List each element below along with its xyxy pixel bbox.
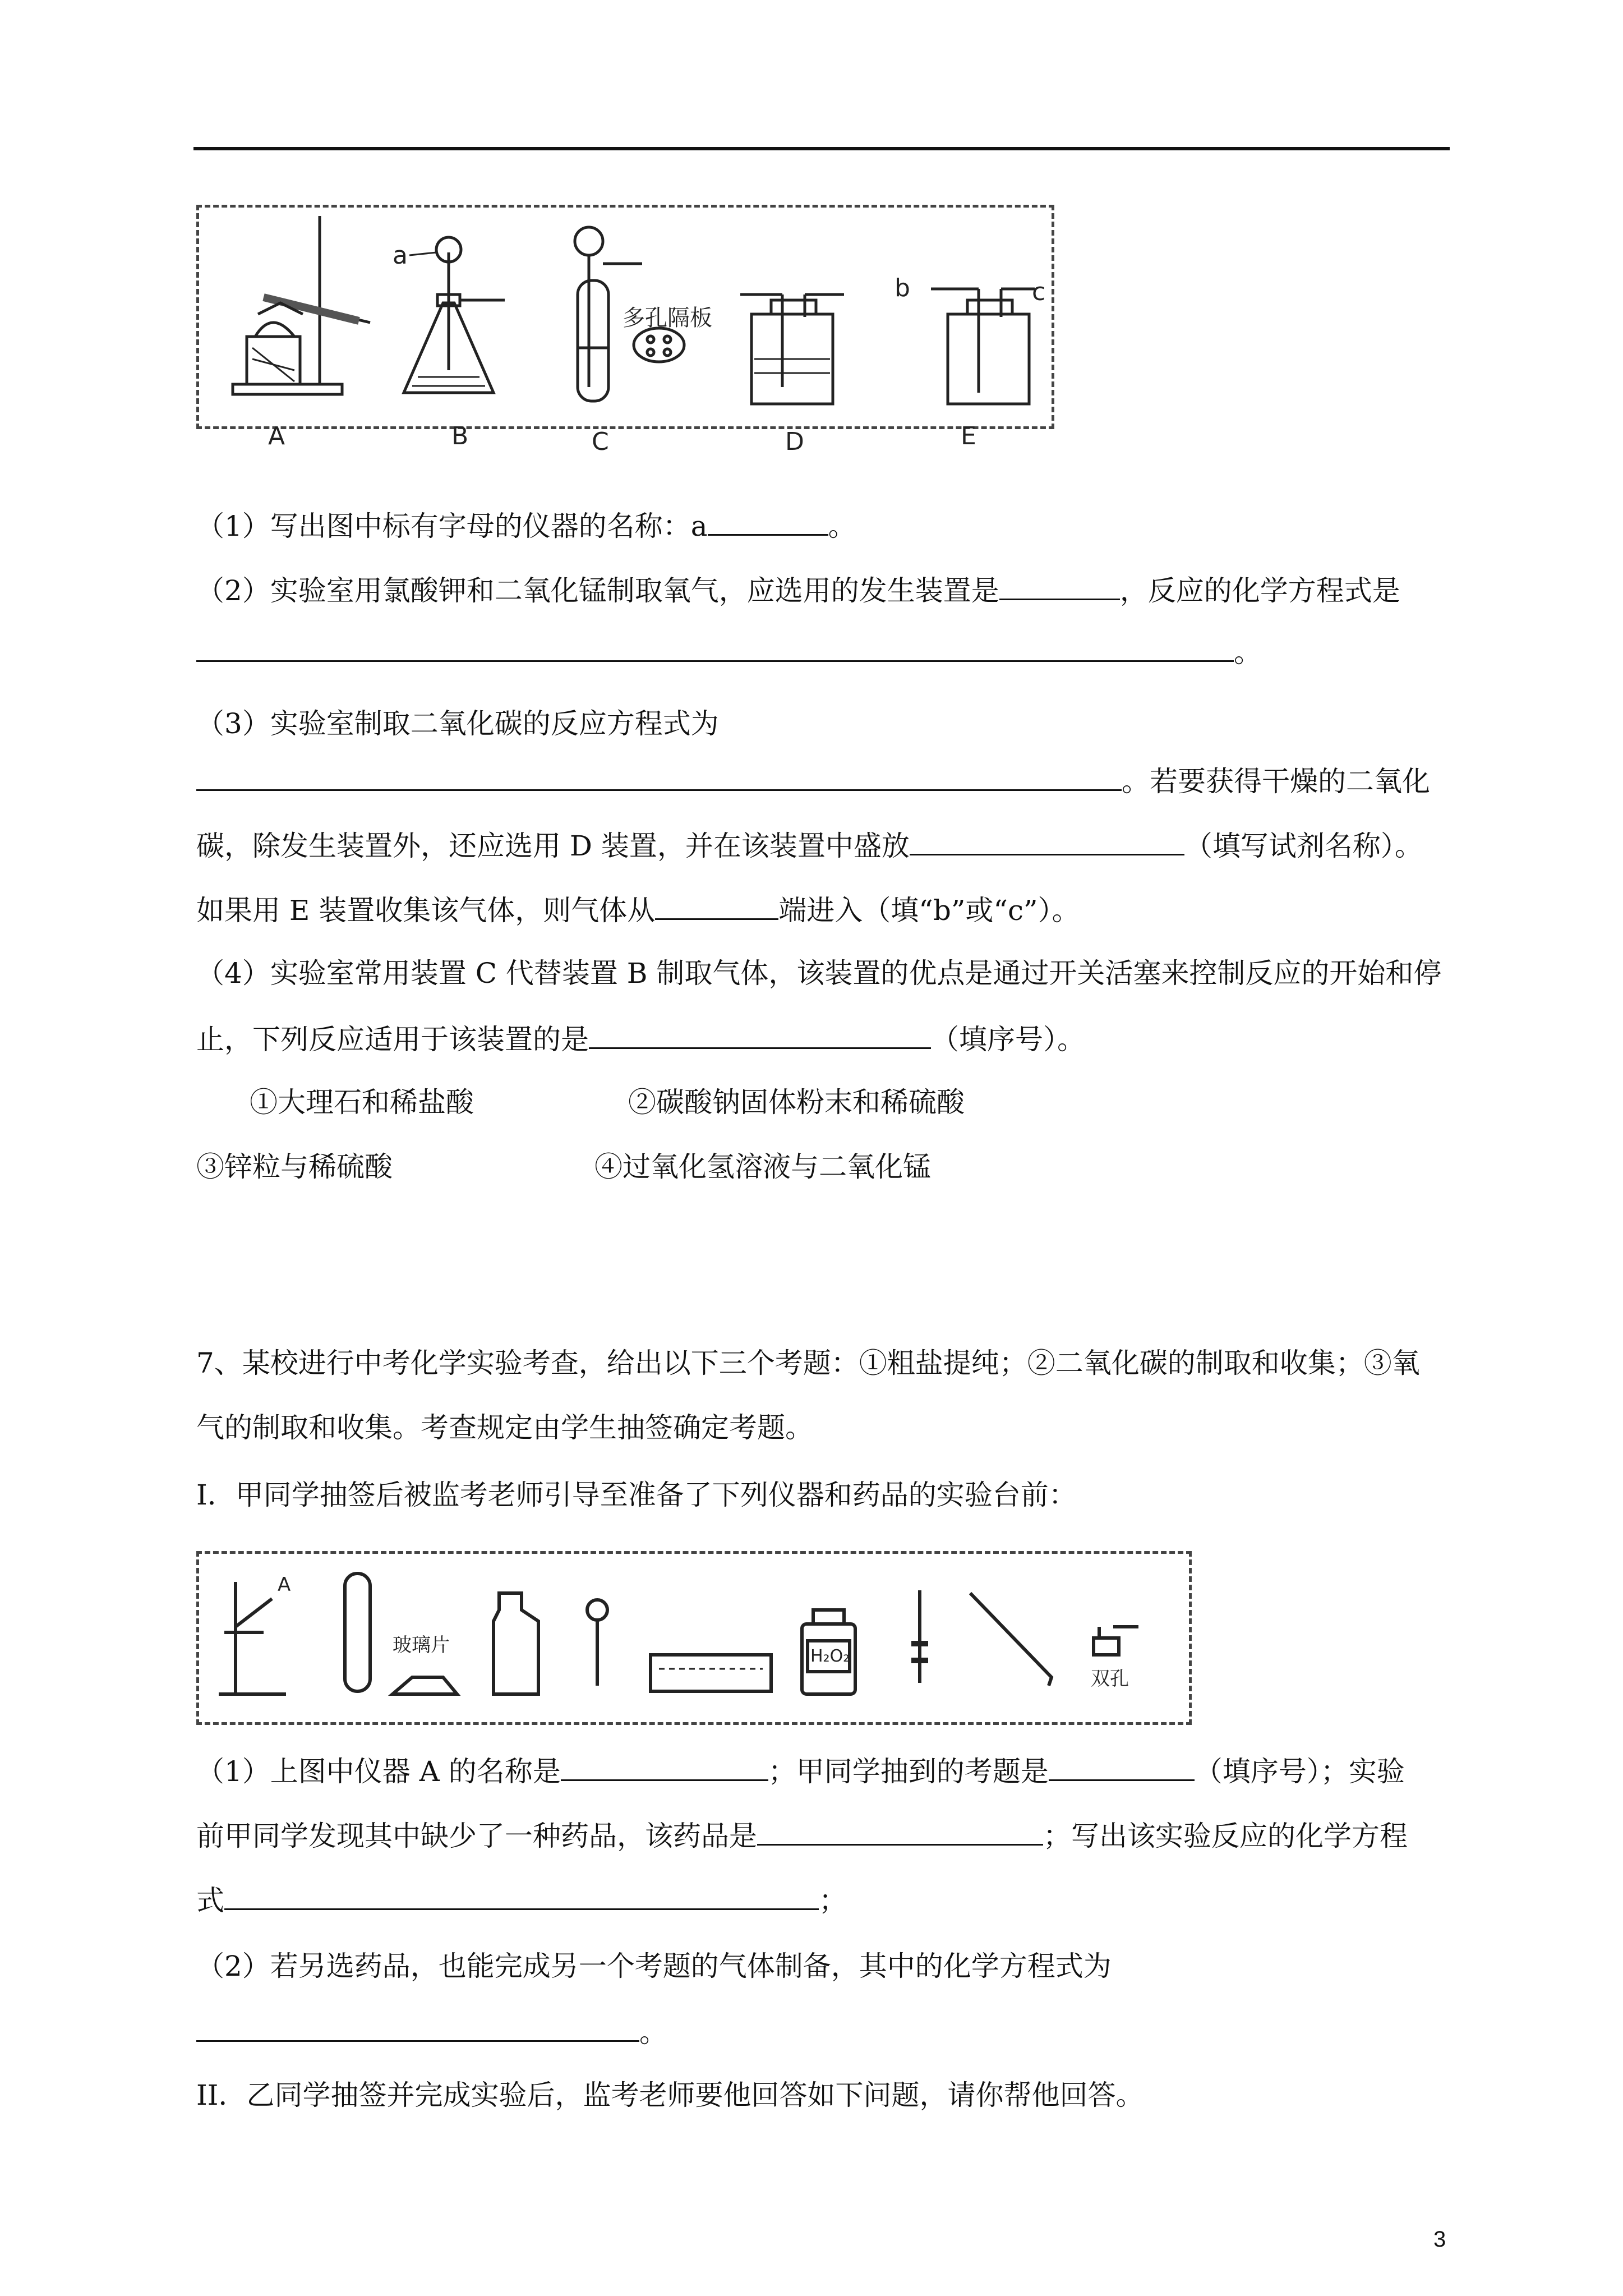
q1-text: （1）写出图中标有字母的仪器的名称：a xyxy=(196,510,708,542)
q4-line-1: （4）实验室常用装置 C 代替装置 B 制取气体，该装置的优点是通过开关活塞来控制反应的开始和停 xyxy=(196,957,1442,990)
q2-text: （2）实验室用氯酸钾和二氧化锰制取氧气，应选用的发生装置是 xyxy=(196,574,999,607)
figure-label-c: C xyxy=(592,427,609,456)
h2o2-label: H₂O₂ xyxy=(810,1646,850,1666)
port-letter-b: b xyxy=(895,274,910,302)
option-1: ①大理石和稀盐酸 xyxy=(250,1086,474,1119)
option-2: ②碳酸钠固体粉末和稀硫酸 xyxy=(628,1086,965,1119)
answer-blank-topic[interactable] xyxy=(1049,1750,1195,1781)
q7-s1-c: （填序号）；实验 xyxy=(1194,1755,1405,1788)
q7-s2-b: 。 xyxy=(639,2016,667,2049)
question-7-line-2: 气的制取和收集。考查规定由学生抽签确定考题。 xyxy=(196,1411,813,1444)
q3-line-3-start: 碳，除发生装置外，还应选用 D 装置，并在该装置中盛放 xyxy=(196,830,910,862)
question-7-part-2: II．乙同学抽签并完成实验后，监考老师要他回答如下问题，请你帮他回答。 xyxy=(196,2079,1144,2111)
instrument-letter-a: a xyxy=(393,241,408,270)
two-hole-stopper-drawing xyxy=(1094,1627,1138,1655)
option-4: ④过氧化氢溶液与二氧化锰 xyxy=(594,1151,931,1183)
water-trough-drawing xyxy=(651,1655,771,1691)
figure-label-d: D xyxy=(785,427,804,456)
q7-s1-d: 前甲同学发现其中缺少了一种药品，该药品是 xyxy=(196,1820,757,1852)
q7-s1-f: 式 xyxy=(196,1884,224,1917)
q2-mid: ，反应的化学方程式是 xyxy=(1119,574,1400,607)
test-tube-drawing xyxy=(345,1573,370,1691)
double-hole-label: 双孔 xyxy=(1091,1668,1129,1690)
dropper-drawing xyxy=(587,1600,607,1686)
answer-blank-instrument-a[interactable] xyxy=(561,1750,768,1781)
q3-line-3-end: （填写试剂名称）。 xyxy=(1184,830,1423,862)
page-number: 3 xyxy=(1433,2227,1446,2252)
port-letter-c: c xyxy=(1032,278,1046,306)
gas-jar-drawing xyxy=(494,1593,538,1694)
q4-line-2-end: （填序号）。 xyxy=(931,1023,1085,1056)
glass-plate-drawing xyxy=(393,1677,457,1694)
q4-line-2-start: 止，下列反应适用于该装置的是 xyxy=(196,1023,589,1056)
answer-blank-equation-2[interactable] xyxy=(196,2011,639,2042)
q7-s1-a: （1）上图中仪器 A 的名称是 xyxy=(196,1755,561,1788)
q3-line-4-end: 端进入（填“b”或“c”）。 xyxy=(778,894,1080,927)
bent-delivery-tube-drawing xyxy=(970,1593,1052,1686)
q7-s1-g: ； xyxy=(819,1884,847,1917)
glass-plate-label: 玻璃片 xyxy=(393,1634,450,1657)
option-3: ③锌粒与稀硫酸 xyxy=(196,1151,393,1183)
q3-line-2-end: 。若要获得干燥的二氧化 xyxy=(1122,765,1430,798)
question-7-part-1: I．甲同学抽签后被监考老师引导至准备了下列仪器和药品的实验台前： xyxy=(196,1479,1077,1511)
figure-label-b: B xyxy=(451,422,469,450)
q2-end: 。 xyxy=(1234,636,1262,669)
q3-line-4-start: 如果用 E 装置收集该气体，则气体从 xyxy=(196,894,656,927)
answer-blank-equation-1[interactable] xyxy=(224,1879,819,1910)
iron-stand-drawing xyxy=(219,1582,286,1694)
question-7-line-1: 7、某校进行中考化学实验考查，给出以下三个考题：①粗盐提纯；②二氧化碳的制取和收集；③氧 xyxy=(196,1347,1420,1379)
q3-line-1: （3）实验室制取二氧化碳的反应方程式为 xyxy=(196,707,719,740)
q7-s1-b: ；甲同学抽到的考题是 xyxy=(768,1755,1049,1788)
question-7-sub-2-line-2 xyxy=(196,2011,667,2052)
figure-label-e: E xyxy=(961,422,976,450)
question-7-sub-1 xyxy=(196,1750,1405,1791)
question-7-sub-2: （2）若另选药品，也能完成另一个考题的气体制备，其中的化学方程式为 xyxy=(196,1950,1112,1982)
test-tube-brush-drawing xyxy=(911,1590,928,1683)
q1-end: 。 xyxy=(828,510,856,542)
porous-plate-label: 多孔隔板 xyxy=(623,305,712,331)
question-7-sub-1-line-3 xyxy=(196,1879,847,1920)
q7-s1-e: ；写出该实验反应的化学方程 xyxy=(1043,1820,1408,1852)
figure-label-a: A xyxy=(268,422,285,450)
answer-blank-missing-reagent[interactable] xyxy=(757,1815,1043,1846)
question-7-sub-1-line-2 xyxy=(196,1815,1408,1856)
stand-letter-a: A xyxy=(278,1573,291,1596)
